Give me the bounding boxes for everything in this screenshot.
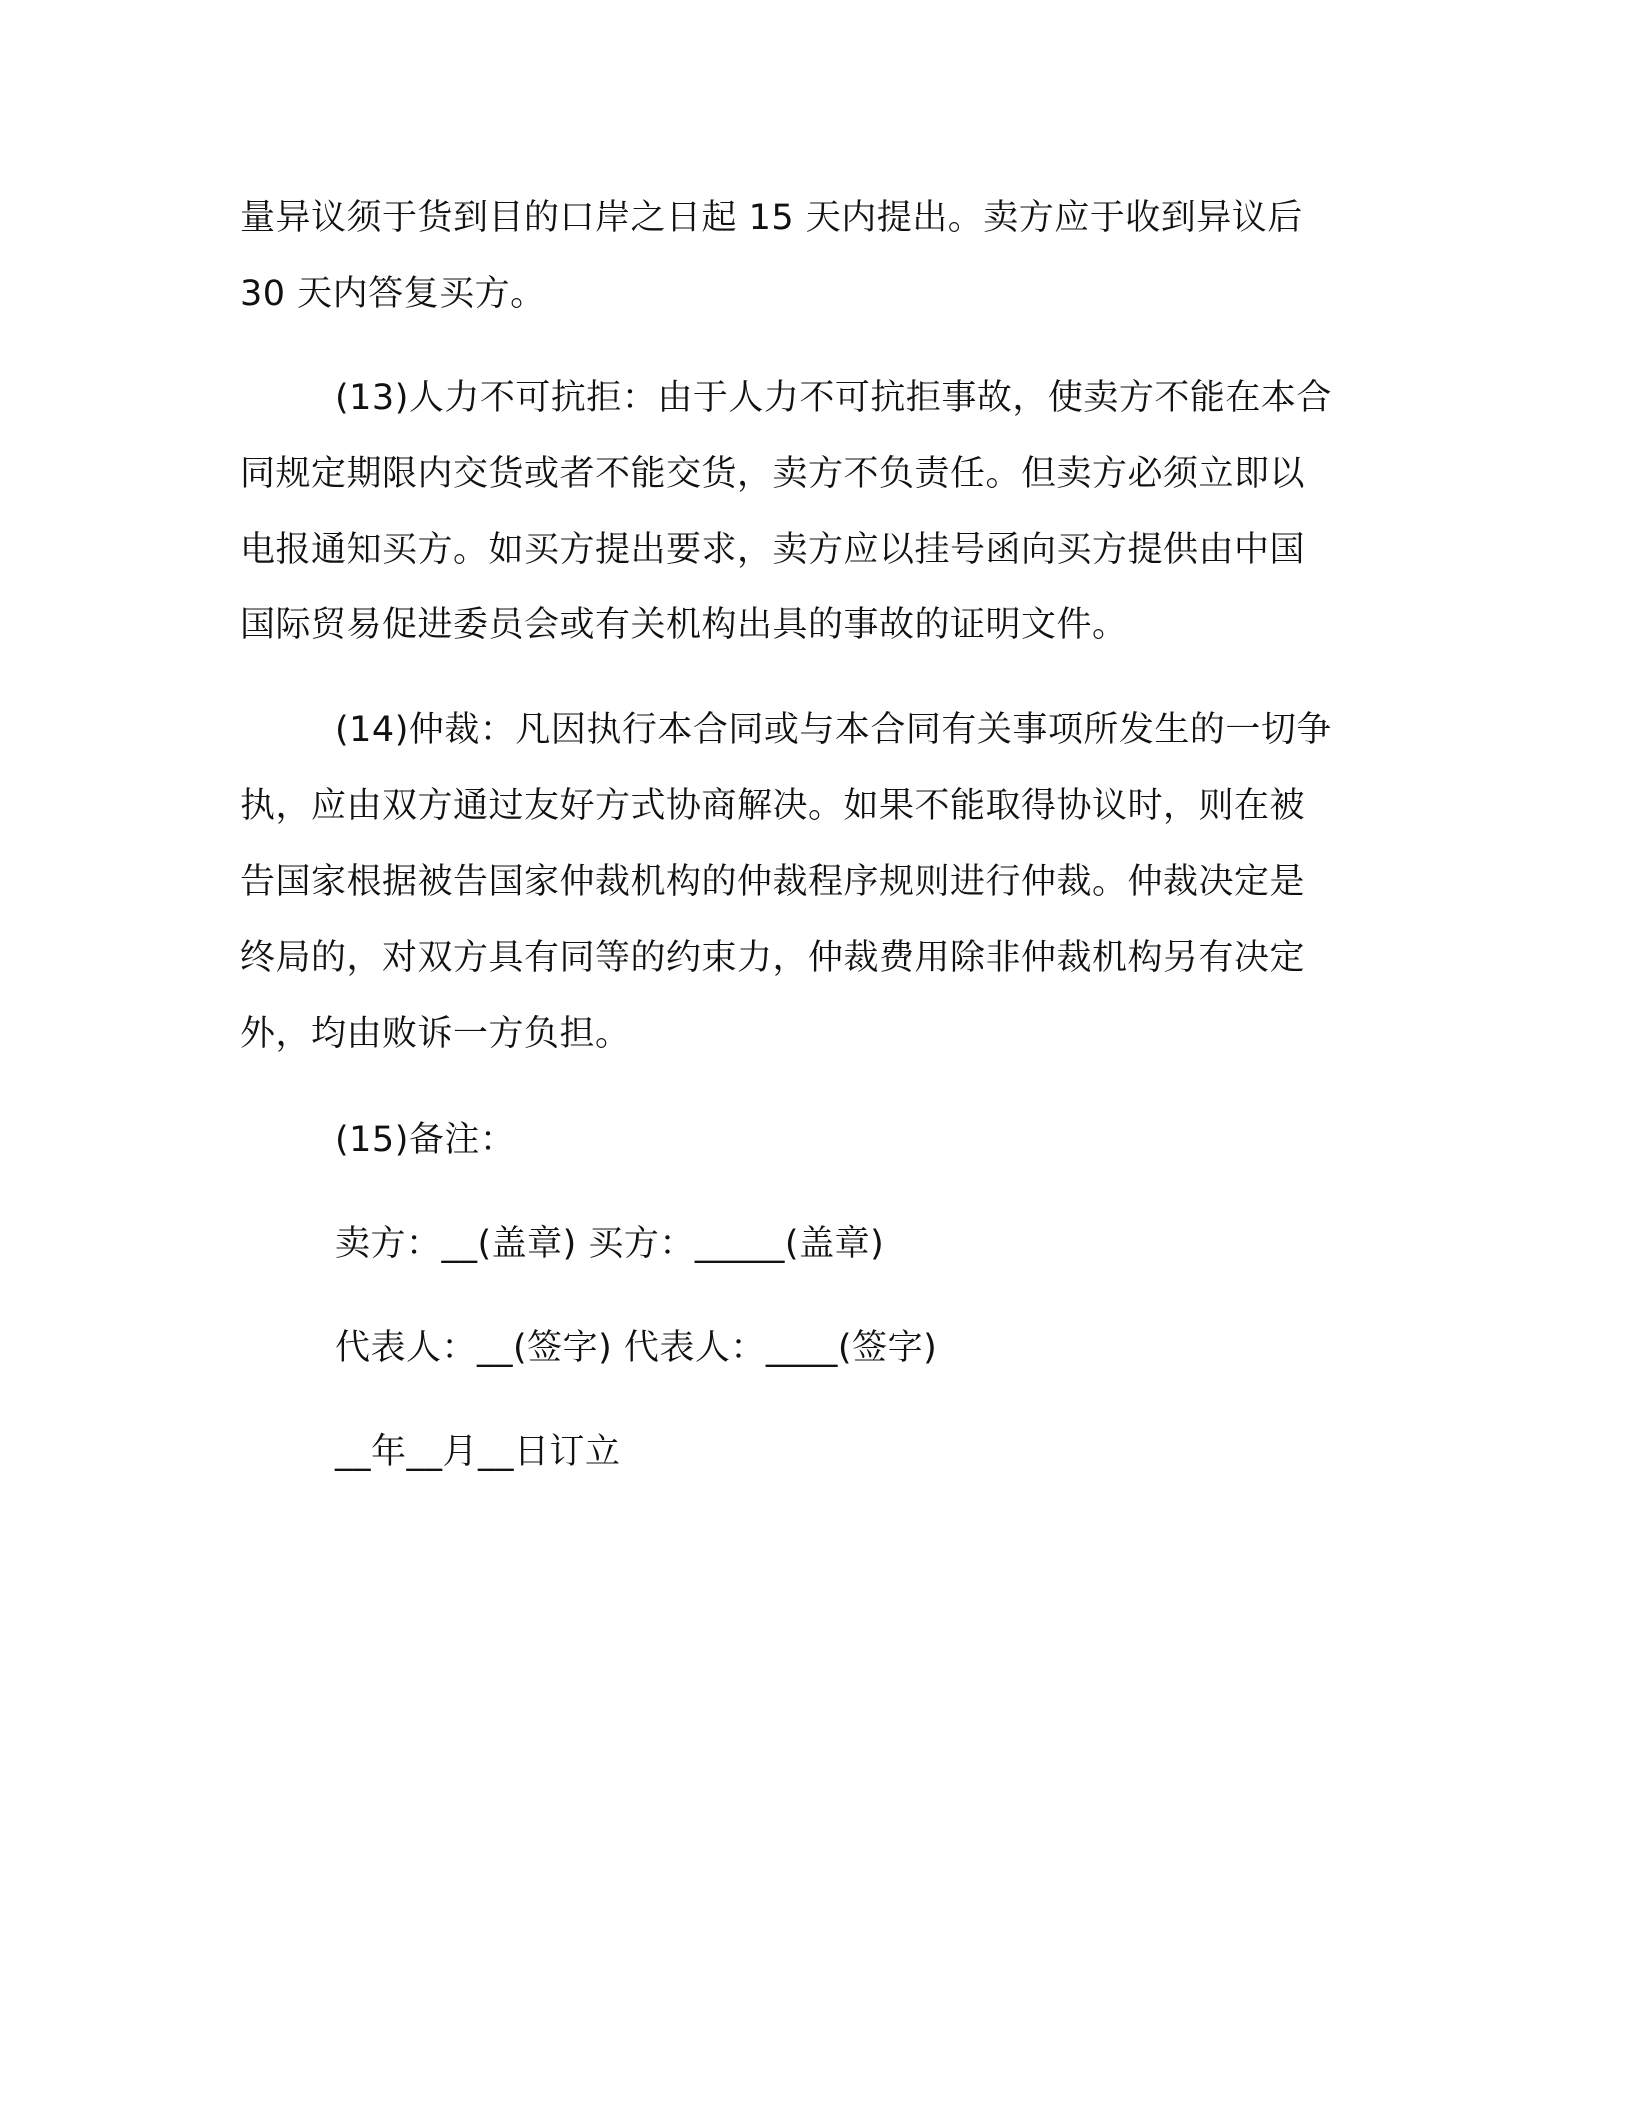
clause-14-line-1: (14)仲裁：凡因执行本合同或与本合同有关事项所发生的一切争: [335, 710, 1332, 750]
date-line: __年__月__日订立: [335, 1432, 621, 1472]
paragraph-continuation-line-1: 量异议须于货到目的口岸之日起 15 天内提出。卖方应于收到异议后: [240, 198, 1303, 238]
clause-13-line-3: 电报通知买方。如买方提出要求，卖方应以挂号函向买方提供由中国: [240, 530, 1306, 570]
clause-15-label: (15)备注：: [335, 1120, 516, 1160]
clause-13-line-2: 同规定期限内交货或者不能交货，卖方不负责任。但卖方必须立即以: [240, 454, 1306, 494]
clause-14-line-5: 外，均由败诉一方负担。: [240, 1014, 631, 1054]
clause-13-line-1: (13)人力不可抗拒：由于人力不可抗拒事故，使卖方不能在本合: [335, 378, 1332, 418]
seal-line: 卖方：__(盖章) 买方：_____(盖章): [335, 1224, 885, 1264]
clause-14-line-4: 终局的，对双方具有同等的约束力，仲裁费用除非仲裁机构另有决定: [240, 938, 1306, 978]
signature-line: 代表人：__(签字) 代表人：____(签字): [335, 1328, 938, 1368]
paragraph-continuation-line-2: 30 天内答复买方。: [240, 274, 546, 314]
clause-14-line-3: 告国家根据被告国家仲裁机构的仲裁程序规则进行仲裁。仲裁决定是: [240, 862, 1306, 902]
clause-14-line-2: 执，应由双方通过友好方式协商解决。如果不能取得协议时，则在被: [240, 786, 1306, 826]
clause-13-line-4: 国际贸易促进委员会或有关机构出具的事故的证明文件。: [240, 605, 1128, 645]
